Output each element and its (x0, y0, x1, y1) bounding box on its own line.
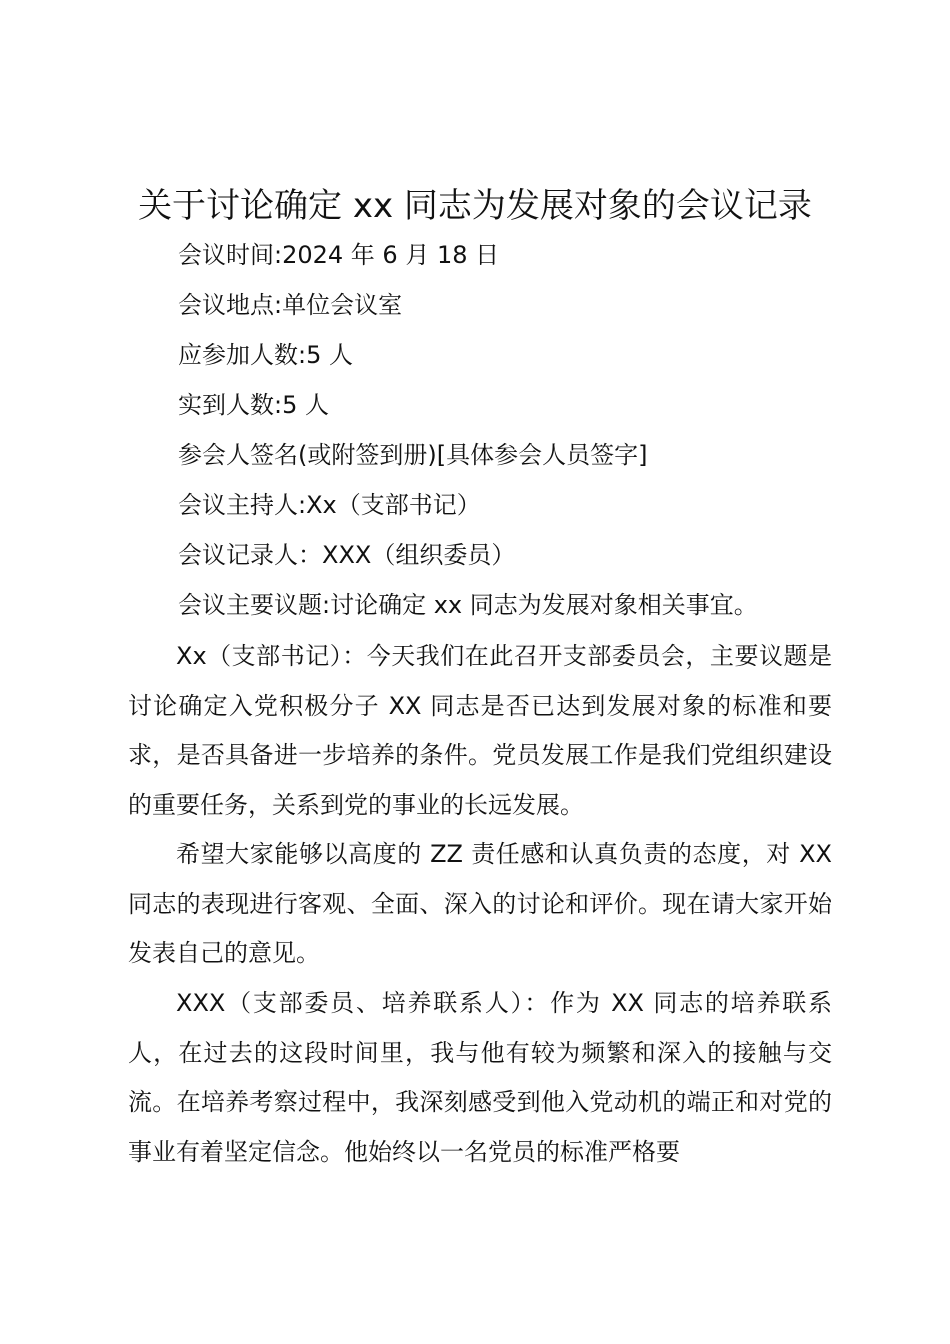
meeting-recorder: 会议记录人：XXX（组织委员） (178, 541, 516, 569)
meeting-location: 会议地点:单位会议室 (178, 291, 403, 319)
meeting-topic: 会议主要议题:讨论确定 xx 同志为发展对象相关事宜。 (178, 591, 758, 619)
meeting-host: 会议主持人:Xx（支部书记） (178, 491, 481, 519)
attendee-signatures: 参会人签名(或附签到册)[具体参会人员签字] (178, 441, 648, 469)
actual-attendees: 实到人数:5 人 (178, 391, 329, 419)
paragraph-contact-remarks: XXX（支部委员、培养联系人）：作为 XX 同志的培养联系人，在过去的这段时间里，我与他有较为频繁和深入的接触与交流。在培养考察过程中，我深刻感受到他入党动机的端正和对党的事业有着坚定信念。他始终以一名党员的标准严格要 (128, 989, 832, 1166)
expected-attendees: 应参加人数:5 人 (178, 341, 353, 369)
meeting-time: 会议时间:2024 年 6 月 18 日 (178, 241, 500, 269)
paragraph-host-remarks: Xx（支部书记）：今天我们在此召开支部委员会，主要议题是讨论确定入党积极分子 XX 同志是否已达到发展对象的标准和要求，是否具备进一步培养的条件。党员发展工作是我们党组织建设的重要任务，关系到党的事业的长远发展。 (128, 642, 832, 819)
paragraph-request-opinions: 希望大家能够以高度的 ZZ 责任感和认真负责的态度，对 XX 同志的表现进行客观、全面、深入的讨论和评价。现在请大家开始发表自己的意见。 (128, 840, 832, 967)
document-title: 关于讨论确定 xx 同志为发展对象的会议记录 (138, 186, 812, 226)
